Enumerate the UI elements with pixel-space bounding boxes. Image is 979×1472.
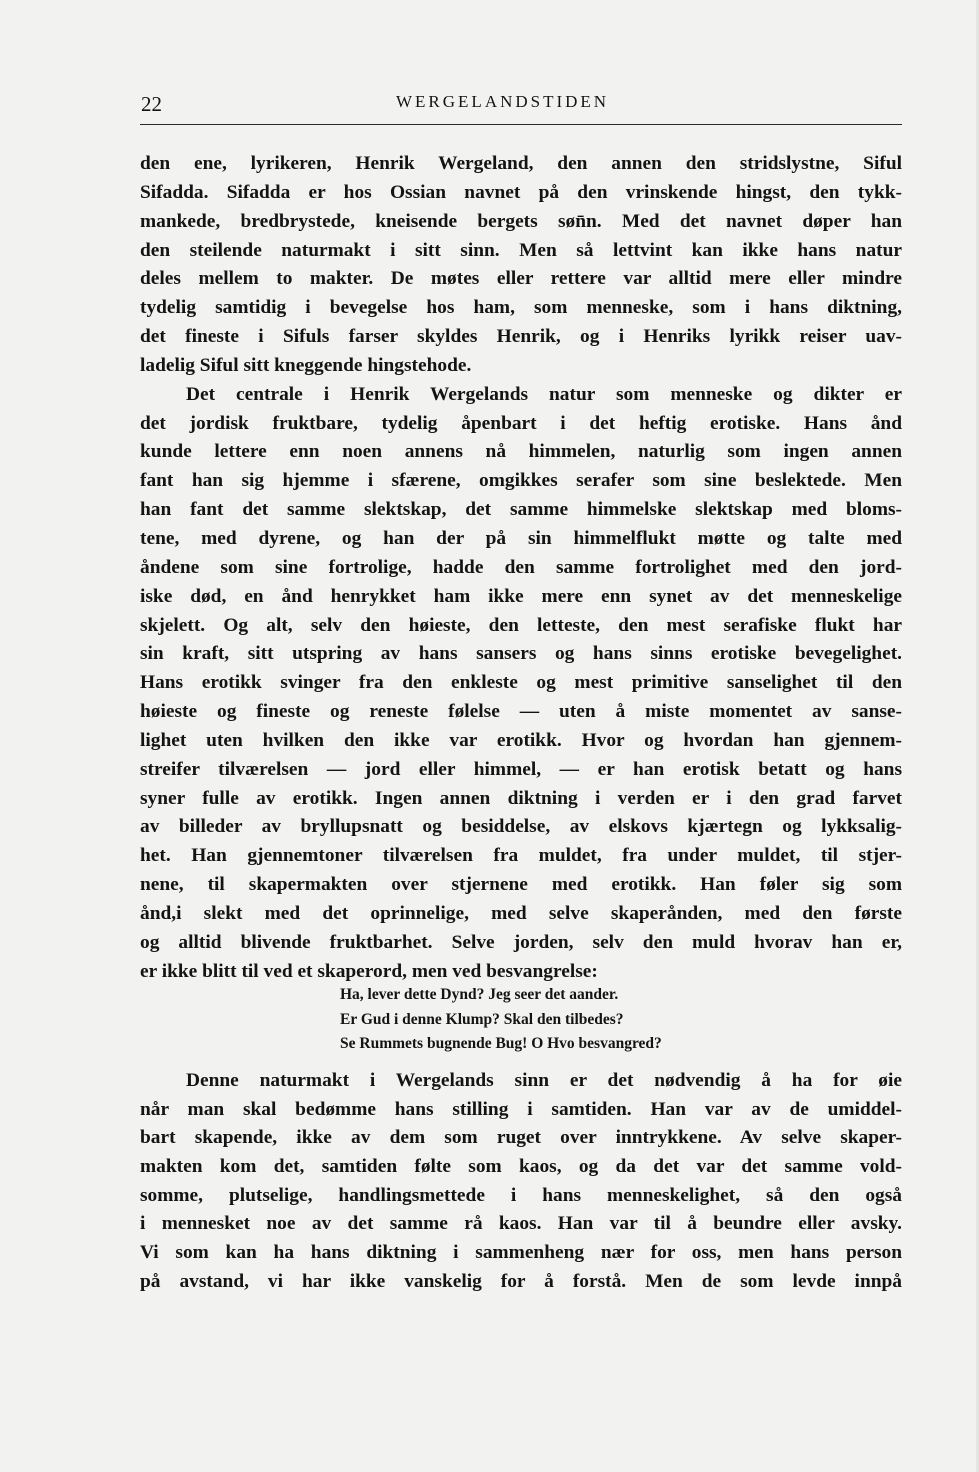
text-line: ånd,i slekt med det oprinnelige, med selve skaperånden, med den første [140,902,902,924]
text-line: høieste og fineste og reneste følelse — uten å miste momentet av sanse- [140,701,902,723]
text-line: somme, plutselige, handlingsmettede i hans menneskelighet, så den også [140,1184,902,1206]
text-line: iske død, en ånd henrykket ham ikke mere enn synet av det menneskelige [140,585,902,607]
text-line: lighet uten hvilken den ikke var erotikk. Hvor og hvordan han gjennem- [140,729,902,751]
verse-line: Se Rummets bugnende Bug! O Hvo besvangred? [340,1035,662,1052]
text-line: Denne naturmakt i Wergelands sinn er det nødvendig å ha for øie [186,1070,902,1091]
verse-line: Er Gud i denne Klump? Skal den tilbedes? [340,1010,624,1028]
text-line: makten kom det, samtiden følte som kaos, og da det var det samme vold- [140,1156,902,1178]
text-line: den ene, lyrikeren, Henrik Wergeland, den annen den stridslystne, Siful [140,153,902,174]
verse-quotation [340,983,662,1057]
text-line: han fant det samme slektskap, det samme himmelske slektskap med bloms- [140,499,902,521]
text-line: deles mellem to makter. De møtes eller rettere var alltid mere eller mindre [140,268,902,290]
text-line: det jordisk fruktbare, tydelig åpenbart i det heftig erotiske. Hans ånd [140,412,902,434]
text-line: Hans erotikk svinger fra den enkleste og mest primitive sanselighet til den [140,672,902,694]
text-line: skjelett. Og alt, selv den høieste, den letteste, den mest serafiske flukt har [140,614,902,636]
main-text-lower [140,1067,902,1297]
text-line: åndene som sine fortrolige, hadde den samme fortrolighet med den jord- [140,556,902,578]
text-line: i mennesket noe av det samme rå kaos. Han var til å beundre eller avsky. [140,1213,902,1235]
text-line: og alltid blivende fruktbarhet. Selve jorden, selv den muld hvorav han er, [140,931,902,953]
text-line: streifer tilværelsen — jord eller himmel, — er han erotisk betatt og hans [140,758,902,780]
main-text-upper [140,150,902,986]
text-line: fant han sig hjemme i sfærene, omgikkes serafer som sine beslektede. Men [140,470,902,492]
paragraph-1 [140,150,902,381]
text-line: på avstand, vi har ikke vanskelig for å forstå. Men de som levde innpå [140,1270,902,1292]
text-line: ladelig Siful sitt kneggende hingstehode. [140,354,472,376]
text-line: Sifadda. Sifadda er hos Ossian navnet på den vrinskende hingst, den tykk- [140,181,902,203]
text-line: bart skapende, ikke av dem som ruget over inntrykkene. Av selve skaper- [140,1127,902,1149]
text-line: mankede, bredbrystede, kneisende bergets søn̄n. Med det navnet døper han [140,210,902,232]
text-line: tene, med dyrene, og han der på sin himmelflukt møtte og talte med [140,527,902,549]
page-header [140,88,902,125]
running-head: WERGELANDSTIDEN [396,92,610,111]
text-line: Det centrale i Henrik Wergelands natur som menneske og dikter er [186,383,902,405]
text-line: det fineste i Sifuls farser skyldes Henrik, og i Henriks lyrikk reiser uav- [140,326,902,348]
text-line: tydelig samtidig i bevegelse hos ham, som menneske, som i hans diktning, [140,297,902,319]
paragraph-3 [140,1067,902,1297]
text-line: Vi som kan ha hans diktning i sammenheng nær for oss, men hans person [140,1242,902,1264]
text-line: sin kraft, sitt utspring av hans sansers og hans sinns erotiske bevegelighet. [140,643,902,665]
verse-line: Ha, lever dette Dynd? Jeg seer det aander. [340,986,619,1003]
text-line: het. Han gjennemtoner tilværelsen fra muldet, fra under muldet, til stjer- [140,845,902,867]
text-line: av billeder av bryllupsnatt og besiddelse, av elskovs kjærtegn og lykksalig- [140,816,902,838]
page-number: 22 [141,92,162,116]
text-line: den steilende naturmakt i sitt sinn. Men så lettvint kan ikke hans natur [140,239,902,261]
text-line: syner fulle av erotikk. Ingen annen diktning i verden er i den grad farvet [140,787,902,809]
text-line: kunde lettere enn noen annens nå himmelen, naturlig som ingen annen [140,441,902,463]
text-line: nene, til skapermakten over stjernene med erotikk. Han føler sig som [140,874,902,896]
text-line: når man skal bedømme hans stilling i samtiden. Han var av de umiddel- [140,1098,902,1120]
paragraph-2 [140,381,902,987]
text-line: er ikke blitt til ved et skaperord, men ved besvangrelse: [140,960,598,982]
